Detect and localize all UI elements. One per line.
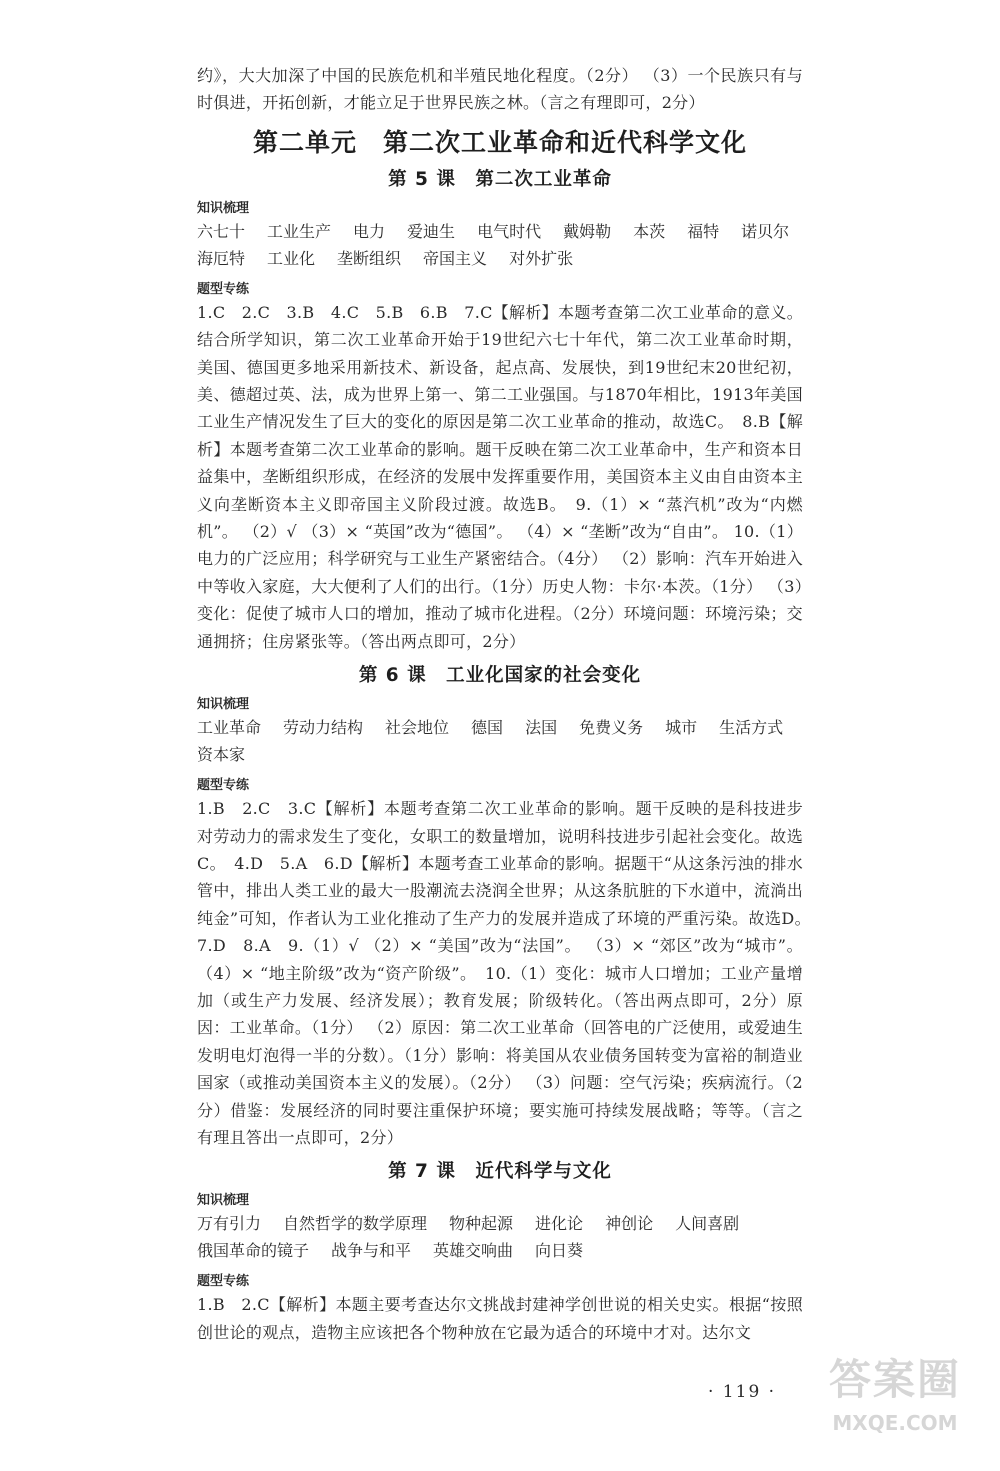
keyword: 对外扩张 bbox=[509, 248, 574, 268]
lesson-title: 第 7 课 近代科学与文化 bbox=[388, 1161, 612, 1183]
watermark-logo bbox=[810, 1341, 980, 1451]
lesson-6 bbox=[197, 661, 820, 1151]
practice-answers: 1.C 2.C 3.B 4.C 5.B 6.B 7.C【解析】本题考查第二次工业革命的意义。结合所学知识，第二次工业革命开始于19世纪六七十年代，第二次工业革命时期，美国、德国更多地采用新技术、新设备，起点高、发展快，到19世纪末20世纪初，美、德超过英、法，成为世界上第一、第二工业强国。与1870年相比，1913年美国工业生产情况发生了巨大的变化的原因是第二次工业革命的推动，故选C。 8.B【解析】本题考查第二次工业革命的影响。题干反映在第二次工业革命中，生产和资本日益集中，垄断组织形成，在经济的发展中发挥重要作用，美国资本主义由自由资本主义向垄断资本主义即帝国主义阶段过渡。故选B。 9.（1）× “蒸汽机”改为“内燃机”。 （2）√ （3）× “英国”改为“德国”。 （4）× “垄断”改为“自由”。 10.（1）电力的广泛应用；科学研究与工业生产紧密结合。（4分） （2）影响：汽车开始进入中等收入家庭，大大便利了人们的出行。（1分）历史人物：卡尔·本茨。（1分） （3）变化：促使了城市人口的增加，推动了城市化进程。（2分）环境问题：环境污染；交通拥挤；住房紧张等。（答出两点即可，2分） bbox=[197, 302, 804, 651]
page-number: · 119 · bbox=[708, 1382, 777, 1402]
keyword: 神创论 bbox=[605, 1214, 654, 1234]
keyword: 进化论 bbox=[535, 1214, 584, 1234]
keyword: 战争与和平 bbox=[331, 1241, 412, 1261]
knowledge-label: 知识梳理 bbox=[197, 1193, 250, 1209]
keyword: 工业生产 bbox=[267, 221, 332, 241]
keyword: 生活方式 bbox=[719, 718, 784, 738]
keyword: 帝国主义 bbox=[423, 248, 488, 268]
keyword: 工业革命 bbox=[197, 718, 262, 738]
lesson-title: 第 6 课 工业化国家的社会变化 bbox=[358, 665, 642, 687]
keyword: 电力 bbox=[353, 221, 386, 241]
lesson-7 bbox=[197, 1157, 803, 1346]
practice-answers: 1.B 2.C 3.C【解析】本题考查第二次工业革命的影响。题干反映的是科技进步对劳动力的需求发生了变化，女职工的数量增加，说明科技进步引起社会变化。故选C。 4.D 5.A 6.D【解析】本题考查工业革命的影响。据题干“从这条污浊的排水管中，排出人类工业的最大一股潮流去浇润全世界；从这条肮脏的下水道中，流淌出纯金”可知，作者认为工业化推动了生产力的发展并造成了环境的严重污染。故选D。 7.D 8.A 9.（1）√ （2）× “美国”改为“法国”。 （3）× “郊区”改为“城市”。 （4）× “地主阶级”改为“资产阶级”。 10.（1）变化：城市人口增加；工业产量增加（或生产力发展、经济发展）；教育发展；阶级转化。（答出两点即可，2分）原因：工业革命。（1分） （2）原因：第二次工业革命（回答电的广泛使用，或爱迪生发明电灯泡得一半的分数）。（1分）影响：将美国从农业债务国转变为富裕的制造业国家（或推动美国资本主义的发展）。（2分） （3）问题：空气污染；疾病流行。（2分）借鉴：发展经济的同时要注重保护环境；要实施可持续发展战略；等等。（言之有理且答出一点即可，2分） bbox=[197, 799, 820, 1147]
keyword: 社会地位 bbox=[385, 718, 450, 738]
keyword: 电气时代 bbox=[477, 221, 542, 241]
keyword: 免费义务 bbox=[579, 718, 644, 738]
keyword: 物种起源 bbox=[449, 1214, 514, 1234]
keyword: 戴姆勒 bbox=[563, 221, 612, 241]
keyword: 德国 bbox=[471, 718, 504, 738]
keyword: 爱迪生 bbox=[407, 221, 456, 241]
keyword-list bbox=[197, 1210, 803, 1264]
keyword: 万有引力 bbox=[197, 1214, 262, 1234]
unit-title: 第二单元 第二次工业革命和近代科学文化 bbox=[252, 127, 747, 157]
keyword: 六七十 bbox=[197, 221, 246, 241]
keyword: 资本家 bbox=[197, 745, 246, 765]
keyword: 劳动力结构 bbox=[283, 718, 364, 738]
answer-page bbox=[197, 62, 820, 1346]
keyword: 英雄交响曲 bbox=[433, 1241, 514, 1261]
keyword: 向日葵 bbox=[535, 1241, 584, 1261]
lesson-5 bbox=[197, 165, 803, 655]
keyword: 诺贝尔 bbox=[741, 221, 790, 241]
practice-label: 题型专练 bbox=[197, 778, 250, 794]
practice-answers: 1.B 2.C【解析】本题主要考查达尔文挑战封建神学创世说的相关史实。根据“按照创世论的观点，造物主应该把各个物种放在它最为适合的环境中才对。达尔文 bbox=[197, 1295, 803, 1342]
lesson-title: 第 5 课 第二次工业革命 bbox=[388, 168, 612, 190]
watermark-url: MXQE.COM bbox=[832, 1411, 958, 1435]
watermark-logo-text: 答案圈 bbox=[828, 1355, 961, 1404]
intro-paragraph: 约》，大大加深了中国的民族危机和半殖民地化程度。（2分） （3）一个民族只有与时俱进，开拓创新，才能立足于世界民族之林。（言之有理即可，2分） bbox=[197, 66, 803, 113]
knowledge-label: 知识梳理 bbox=[197, 200, 250, 216]
keyword: 俄国革命的镜子 bbox=[197, 1241, 310, 1261]
keyword: 法国 bbox=[525, 718, 558, 738]
keyword: 城市 bbox=[665, 718, 698, 738]
keyword: 本茨 bbox=[633, 221, 666, 241]
keyword-list bbox=[197, 714, 803, 768]
keyword: 工业化 bbox=[267, 248, 316, 268]
keyword-list bbox=[197, 218, 803, 272]
keyword: 福特 bbox=[687, 221, 720, 241]
practice-label: 题型专练 bbox=[197, 281, 250, 297]
keyword: 海厄特 bbox=[197, 248, 246, 268]
practice-label: 题型专练 bbox=[197, 1274, 250, 1290]
knowledge-label: 知识梳理 bbox=[197, 697, 250, 713]
keyword: 垄断组织 bbox=[337, 248, 402, 268]
keyword: 人间喜剧 bbox=[675, 1214, 740, 1234]
keyword: 自然哲学的数学原理 bbox=[283, 1214, 428, 1234]
